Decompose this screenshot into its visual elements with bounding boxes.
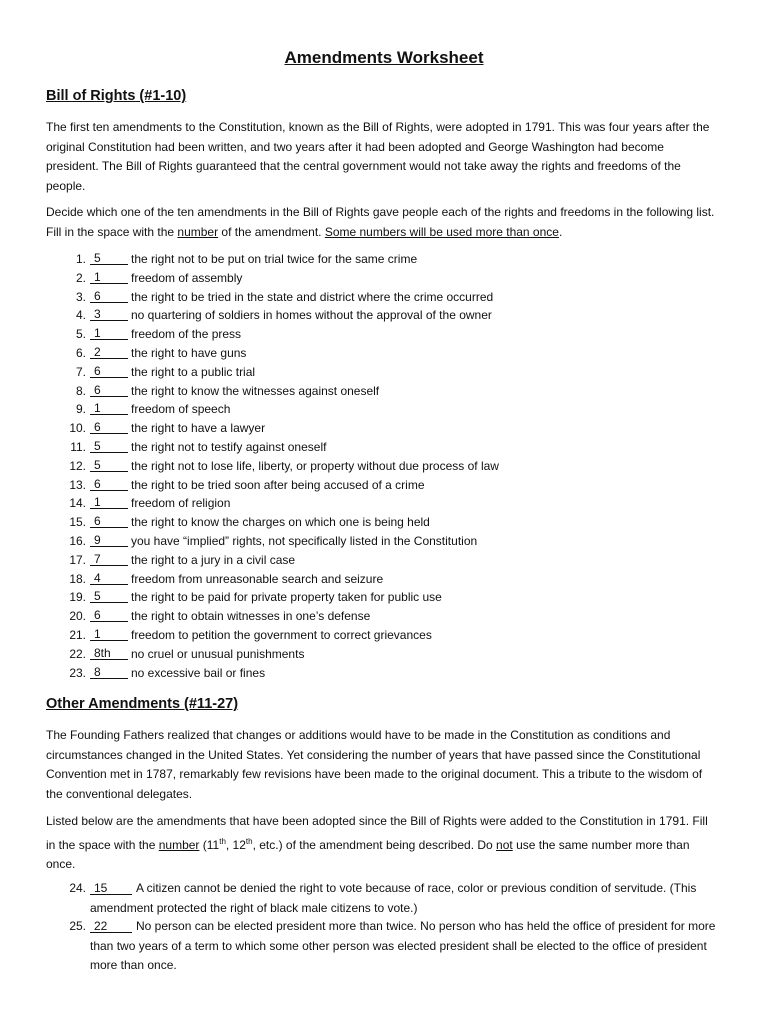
item-number: 14. <box>69 496 86 511</box>
item-text: the right to know the witnesses against oneself <box>131 383 380 398</box>
list-item <box>46 494 736 513</box>
item-number: 19. <box>69 590 86 605</box>
item-number: 13. <box>69 477 86 492</box>
list-item <box>46 400 736 419</box>
instructions2-text-2: (11 <box>199 837 220 852</box>
answer-field[interactable]: 2 <box>90 345 128 359</box>
answer-field[interactable]: 6 <box>90 608 128 622</box>
item-text: the right to have a lawyer <box>131 421 266 436</box>
item-number: 15. <box>69 515 86 530</box>
item-number: 8. <box>75 383 86 398</box>
item-number: 11. <box>70 439 86 454</box>
list-item <box>46 457 736 476</box>
answer-field[interactable]: 9 <box>90 533 128 547</box>
item-text: no excessive bail or fines <box>131 665 266 680</box>
answer-field[interactable]: 1 <box>90 401 128 415</box>
answer-field[interactable]: 1 <box>90 270 128 284</box>
answer-field[interactable]: 3 <box>90 307 128 321</box>
answer-field[interactable]: 1 <box>90 627 128 641</box>
list-item <box>46 363 736 382</box>
instructions-paragraph <box>46 203 718 242</box>
list-item <box>46 382 736 401</box>
list-item <box>46 879 718 918</box>
instructions2-text-3: , 12 <box>225 837 246 852</box>
item-number: 4. <box>75 308 86 323</box>
instructions-number: number <box>177 224 219 239</box>
list-item <box>46 306 736 325</box>
item-number: 5. <box>75 327 86 342</box>
list-item <box>46 438 736 457</box>
item-text: the right to be tried in the state and district where the crime occurred <box>131 289 494 304</box>
intro-paragraph-2: The Founding Fathers realized that changes or additions would have to be made in the Constitution as conditions and circumstances changed in the United States. Yet considering the number of years that have passed since the Constitutional Convention met in 1787, remarkably few revisions have been made to the original document. This a tribute to the wisdom of the conventional delegates. <box>46 728 703 801</box>
answer-field[interactable]: 1 <box>90 495 128 509</box>
item-text: freedom of religion <box>131 496 231 511</box>
item-number: 2. <box>75 270 86 285</box>
answer-field[interactable]: 5 <box>90 251 128 265</box>
item-text: the right to a public trial <box>131 364 256 379</box>
section-heading-other-amendments: Other Amendments (#11-27) <box>46 696 239 712</box>
item-text: freedom to petition the government to correct grievances <box>131 627 432 642</box>
item-number: 1. <box>75 252 86 266</box>
answer-field[interactable]: 6 <box>90 383 128 397</box>
instructions-text-2: of the amendment. <box>218 224 325 239</box>
answer-field[interactable]: 22 <box>90 919 132 933</box>
item-number: 7. <box>75 364 86 379</box>
list-item <box>46 588 736 607</box>
ordinal-sup-1: th <box>219 836 226 846</box>
instructions2-text-4: , etc.) of the amendment being described. Do <box>252 837 497 852</box>
item-text: the right not to be put on trial twice for the same crime <box>131 252 418 266</box>
item-text: the right to be paid for private property taken for public use <box>131 590 442 605</box>
answer-field[interactable]: 4 <box>90 571 128 585</box>
item-text: freedom of assembly <box>131 270 243 285</box>
list-item <box>46 607 736 626</box>
list-item <box>46 532 736 551</box>
item-text: the right to know the charges on which one is being held <box>131 515 430 530</box>
item-text: the right to have guns <box>131 345 247 360</box>
answer-field[interactable]: 15 <box>90 881 132 895</box>
answer-field[interactable]: 8th <box>90 646 128 660</box>
instructions2-text-5: use the same number more than once. <box>46 837 690 871</box>
item-text: you have “implied” rights, not specifically listed in the Constitution <box>131 533 478 548</box>
item-text: no cruel or unusual punishments <box>131 646 305 661</box>
item-number: 20. <box>69 609 86 624</box>
item-number: 21. <box>69 627 86 642</box>
list-item <box>46 269 736 288</box>
list-item <box>46 664 736 683</box>
bill-of-rights-list <box>46 250 736 682</box>
item-text: freedom from unreasonable search and seizure <box>131 571 384 586</box>
list-item <box>46 344 736 363</box>
answer-field[interactable]: 5 <box>90 439 128 453</box>
instructions2-text: Listed below are the amendments that have been adopted since the Bill of Rights were added to the Constitution in 1791. Fill in the space with the <box>46 814 708 852</box>
instructions-text: Decide which one of the ten amendments in the Bill of Rights gave people each of the rights and freedoms in the following list. Fill in the space with the <box>46 205 715 239</box>
item-number: 17. <box>69 552 86 567</box>
list-item <box>46 626 736 645</box>
item-number: 6. <box>75 345 86 360</box>
list-item <box>46 551 736 570</box>
item-number: 3. <box>75 289 86 304</box>
answer-field[interactable]: 5 <box>90 458 128 472</box>
intro-paragraph: The first ten amendments to the Constitution, known as the Bill of Rights, were adopted in 1791. This was four years after the original Constitution had been written, and two years after it had been adopted and George Washington had become president. The Bill of Rights guaranteed that the central government would not take away the rights and freedoms of the people. <box>46 120 710 193</box>
list-item <box>46 288 736 307</box>
item-text: the right not to testify against oneself <box>131 439 327 454</box>
instructions-end: . <box>558 224 563 239</box>
item-number: 25. <box>69 919 86 933</box>
list-item <box>46 513 736 532</box>
instructions-emphasis: Some numbers will be used more than once <box>324 224 559 239</box>
instructions2-number: number <box>158 837 200 852</box>
item-number: 9. <box>75 402 86 417</box>
item-number: 24. <box>69 881 86 895</box>
item-text: A citizen cannot be denied the right to vote because of race, color or previous condition of servitude. (This amendment protected the right of black male citizens to vote.) <box>90 881 697 915</box>
list-item <box>46 250 736 269</box>
answer-field[interactable]: 6 <box>90 514 128 528</box>
answer-field[interactable]: 8 <box>90 665 128 679</box>
item-text: No person can be elected president more than twice. No person who has held the office of president for more than two years of a term to which some other person was elected president shall be elected to the office of president more than once. <box>90 919 716 972</box>
list-item <box>46 645 736 664</box>
answer-field[interactable]: 6 <box>90 477 128 491</box>
answer-field[interactable]: 7 <box>90 552 128 566</box>
item-text: the right not to lose life, liberty, or property without due process of law <box>131 458 499 473</box>
item-text: the right to be tried soon after being accused of a crime <box>131 477 425 492</box>
item-number: 10. <box>69 421 86 436</box>
answer-field[interactable]: 6 <box>90 420 128 434</box>
list-item <box>46 917 718 976</box>
item-text: the right to obtain witnesses in one’s defense <box>131 609 371 624</box>
answer-field[interactable]: 6 <box>90 289 128 303</box>
item-number: 23. <box>69 665 86 680</box>
list-item <box>46 419 736 438</box>
section-heading-bill-of-rights: Bill of Rights (#1-10) <box>46 88 187 104</box>
item-text: no quartering of soldiers in homes without the approval of the owner <box>131 308 492 323</box>
item-text: freedom of the press <box>131 327 242 342</box>
ordinal-sup-2: th <box>245 836 253 846</box>
answer-field[interactable]: 6 <box>90 364 128 378</box>
item-number: 12. <box>69 458 86 473</box>
answer-field[interactable]: 1 <box>90 326 128 340</box>
instructions2-not: not <box>496 837 513 852</box>
item-text: freedom of speech <box>131 402 231 417</box>
list-item <box>46 570 736 589</box>
item-number: 18. <box>69 571 86 586</box>
item-number: 16. <box>69 533 86 548</box>
list-item <box>46 325 736 344</box>
item-text: the right to a jury in a civil case <box>131 552 296 567</box>
item-number: 22. <box>69 646 86 661</box>
page-title: Amendments Worksheet <box>284 48 484 67</box>
instructions-paragraph-2 <box>46 812 718 875</box>
answer-field[interactable]: 5 <box>90 589 128 603</box>
list-item <box>46 476 736 495</box>
